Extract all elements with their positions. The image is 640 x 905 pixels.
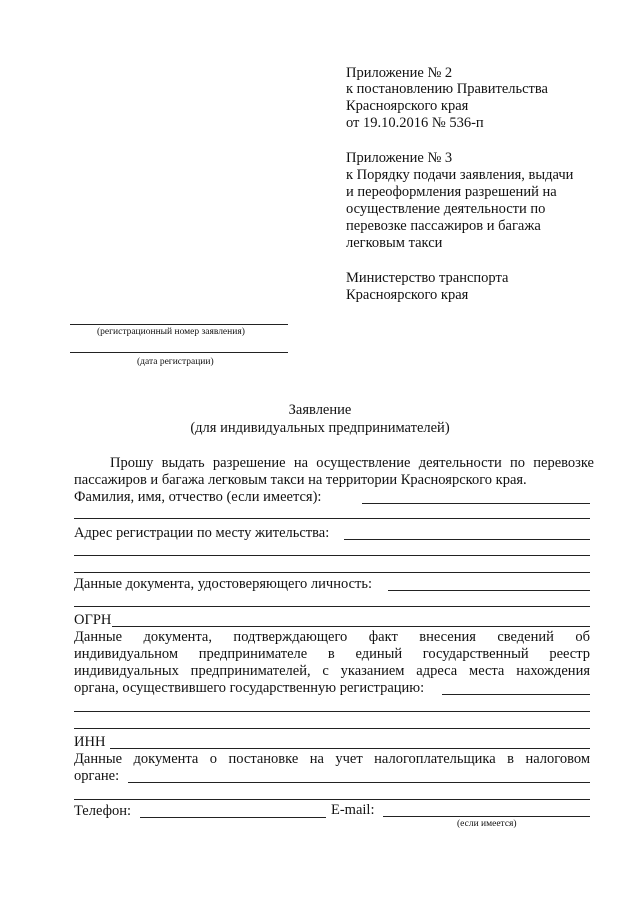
appendix-2-line-1: к постановлению Правительства	[346, 81, 548, 97]
email-field[interactable]	[383, 816, 590, 817]
phone-field[interactable]	[140, 817, 326, 818]
inn-label: ИНН	[74, 734, 106, 750]
appendix-3-line-5: легковым такси	[346, 235, 443, 251]
egrip-line-4: органа, осуществившего государственную регистрацию:	[74, 680, 425, 696]
egrip-field-line-2[interactable]	[74, 711, 590, 712]
intro-line-2: пассажиров и багажа легковым такси на территории Красноярского края.	[74, 472, 527, 488]
appendix-3-line-1: к Порядку подачи заявления, выдачи	[346, 167, 574, 183]
intro-line-1: Прошу выдать разрешение на осуществление деятельности по перевозке	[110, 455, 594, 471]
addressee-line-2: Красноярского края	[346, 287, 469, 303]
fio-field[interactable]	[362, 503, 590, 504]
appendix-3-line-4: перевозке пассажиров и багажа	[346, 218, 541, 234]
appendix-2-title: Приложение № 2	[346, 65, 453, 81]
id-document-field-line-2[interactable]	[74, 606, 590, 607]
document-title: Заявление	[288, 402, 352, 418]
document-subtitle: (для индивидуальных предпринимателей)	[190, 420, 450, 436]
appendix-3-title: Приложение № 3	[346, 150, 453, 166]
tax-field-line-2[interactable]	[74, 799, 590, 800]
phone-label: Телефон:	[74, 803, 132, 819]
address-field[interactable]	[344, 539, 590, 540]
inn-field[interactable]	[110, 748, 590, 749]
appendix-3-line-2: и переоформления разрешений на	[346, 184, 557, 200]
registration-number-field[interactable]	[70, 324, 288, 325]
email-label: E-mail:	[331, 802, 375, 818]
egrip-field[interactable]	[442, 694, 590, 695]
address-field-line-3[interactable]	[74, 572, 590, 573]
appendix-2-line-2: Красноярского края	[346, 98, 469, 114]
appendix-3-line-3: осуществление деятельности по	[346, 201, 546, 217]
tax-line-2: органе:	[74, 768, 120, 784]
fio-label: Фамилия, имя, отчество (если имеется):	[74, 489, 322, 505]
registration-date-field[interactable]	[70, 352, 288, 353]
ogrn-label: ОГРН	[74, 612, 112, 628]
egrip-field-line-3[interactable]	[74, 728, 590, 729]
address-field-line-2[interactable]	[74, 555, 590, 556]
registration-number-caption: (регистрационный номер заявления)	[97, 327, 245, 337]
registration-date-caption: (дата регистрации)	[137, 357, 214, 367]
id-document-field[interactable]	[388, 590, 590, 591]
tax-line-1: Данные документа о постановке на учет налогоплательщика в налоговом	[74, 751, 590, 767]
egrip-line-1: Данные документа, подтверждающего факт внесения сведений об	[74, 629, 590, 645]
fio-field-continued[interactable]	[74, 518, 590, 519]
ogrn-field[interactable]	[112, 626, 590, 627]
egrip-line-2: индивидуальном предпринимателе в единый государственный реестр	[74, 646, 590, 662]
email-caption: (если имеется)	[457, 819, 517, 829]
id-document-label: Данные документа, удостоверяющего личность:	[74, 576, 372, 592]
address-label: Адрес регистрации по месту жительства:	[74, 525, 330, 541]
tax-field[interactable]	[128, 782, 590, 783]
egrip-line-3: индивидуальных предпринимателей, с указанием адреса места нахождения	[74, 663, 590, 679]
appendix-2-line-3: от 19.10.2016 № 536-п	[346, 115, 484, 131]
addressee-line-1: Министерство транспорта	[346, 270, 509, 286]
